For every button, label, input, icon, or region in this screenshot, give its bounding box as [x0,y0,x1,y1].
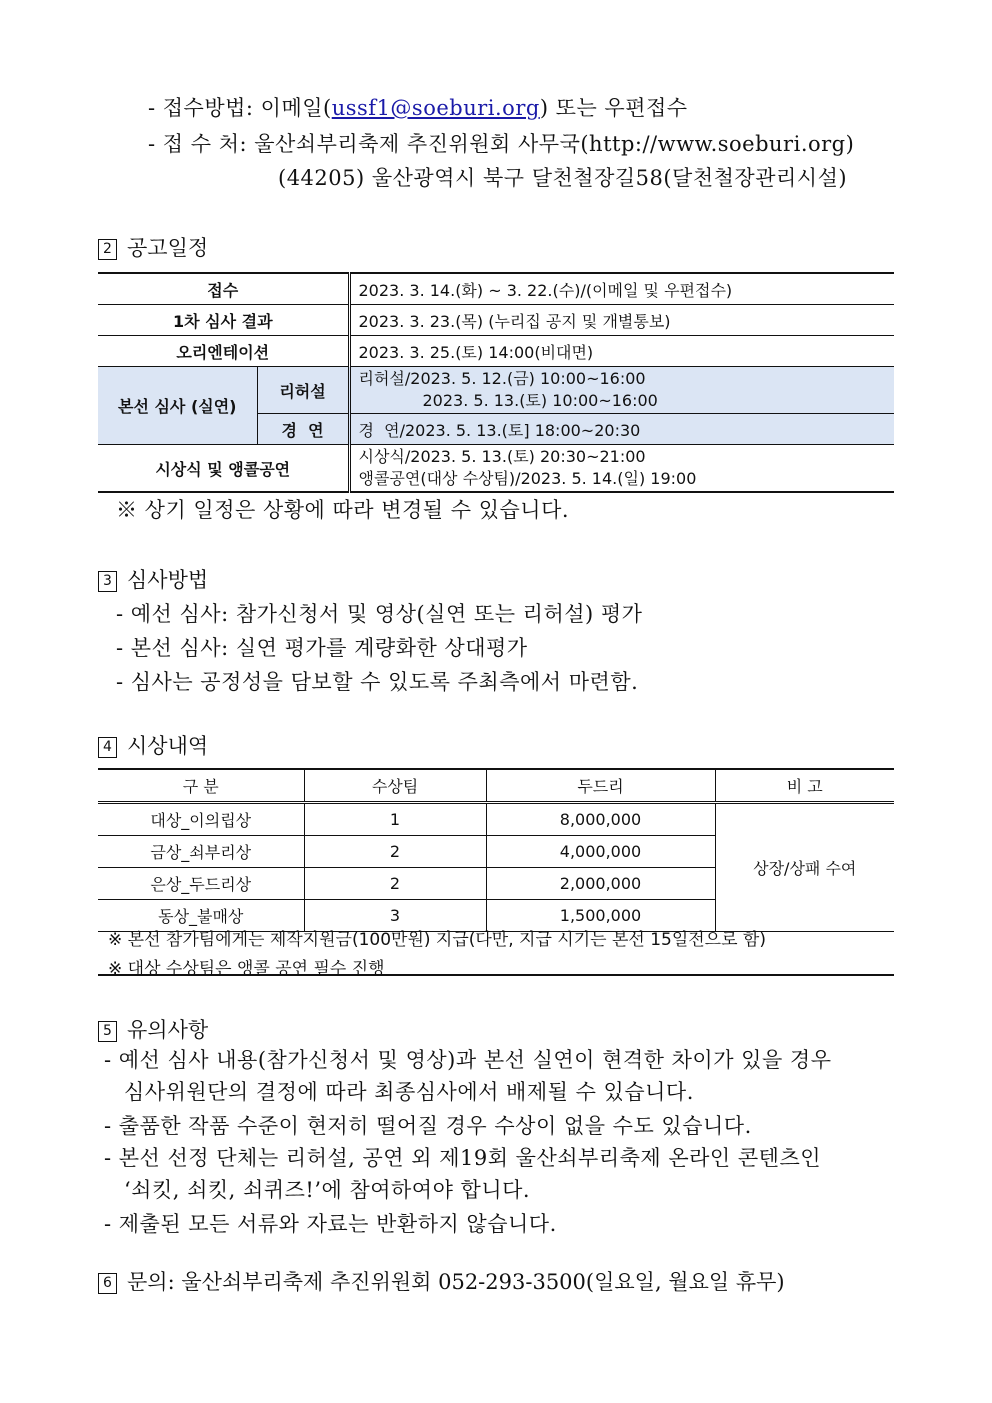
section-number-box: 2 [98,239,117,260]
caution-line: - 예선 심사 내용(참가신청서 및 영상)과 본선 실연이 현격한 차이가 있을 경우 [104,1048,832,1072]
section-number-box: 4 [98,737,117,758]
schedule-orientation-value: 2023. 3. 25.(토) 14:00(비대면) [358,342,594,362]
awards-notes-bottom-rule [98,974,894,976]
submission-address-line: (44205) 울산광역시 북구 달천철장길58(달천철장관리시설) [278,166,848,190]
section-number-box: 5 [98,1021,117,1042]
submission-method-suffix: ) 또는 우편접수 [539,96,688,120]
award-amount: 8,000,000 [486,803,715,836]
schedule-note: ※ 상기 일정은 상황에 따라 변경될 수 있습니다. [116,498,570,522]
award-name: 금상_쇠부리상 [98,836,304,868]
award-ceremony-time: 시상식/2023. 5. 13.(토) 20:30~21:00 [358,447,646,466]
section-cautions-heading [98,1014,208,1044]
section-method-heading [98,564,208,594]
award-teams: 3 [304,900,486,932]
rehearsal-day-1: 리허설/2023. 5. 12.(금) 10:00~16:00 [358,369,646,388]
award-teams: 2 [304,836,486,868]
submission-place-line: - 접 수 처: 울산쇠부리축제 추진위원회 사무국(http://www.soeburi.org) [148,132,855,156]
awards-header-category: 구 분 [98,769,304,803]
award-name: 은상_두드리상 [98,868,304,900]
method-item: - 본선 심사: 실연 평가를 계량화한 상대평가 [116,636,528,660]
award-name: 동상_불매상 [98,900,304,932]
award-amount: 4,000,000 [486,836,715,868]
schedule-contest-value: 경 연/2023. 5. 13.(토] 18:00~20:30 [349,414,894,445]
award-amount: 1,500,000 [486,900,715,932]
schedule-rehearsal-label: 리허설 [257,367,349,414]
section-schedule-heading [98,232,208,262]
awards-header-amount: 두드리 [486,769,715,803]
award-teams: 2 [304,868,486,900]
award-teams: 1 [304,803,486,836]
caution-line: 심사위원단의 결정에 따라 최종심사에서 배제될 수 있습니다. [124,1080,694,1104]
caution-line: ‘쇠킷, 쇠킷, 쇠퀴즈!’에 참여하여야 합니다. [124,1178,531,1202]
schedule-award-value [349,445,894,493]
schedule-table [98,272,894,493]
submission-method-prefix: - 접수방법: 이메일( [148,96,332,120]
schedule-award-label: 시상식 및 앵콜공연 [98,445,349,493]
table-row [98,803,894,836]
awards-header-remark: 비 고 [715,769,894,803]
award-amount: 2,000,000 [486,868,715,900]
email-link[interactable]: ussf1@soeburi.org [331,96,540,120]
encore-performance-time: 앵콜공연(대상 수상팀)/2023. 5. 14.(일) 19:00 [358,469,697,488]
method-item: - 심사는 공정성을 담보할 수 있도록 주최측에서 마련함. [116,670,639,694]
awards-note: ※ 본선 참가팀에게는 제작지원금(100만원) 지급(다만, 지급 시기는 본선 15일전으로 함) [108,930,766,950]
section-awards-heading [98,730,208,760]
schedule-orientation-label: 오리엔테이션 [98,336,349,367]
schedule-rehearsal-value [349,367,894,414]
rehearsal-day-2: 2023. 5. 13.(토) 10:00~16:00 [422,391,658,410]
section-title: 시상내역 [127,734,209,758]
schedule-first-result-label: 1차 심사 결과 [98,305,349,336]
schedule-final-label: 본선 심사 (실연) [98,367,257,445]
method-item: - 예선 심사: 참가신청서 및 영상(실연 또는 리허설) 평가 [116,602,643,626]
contact-line [98,1266,785,1296]
caution-line: - 출품한 작품 수준이 현저히 떨어질 경우 수상이 없을 수도 있습니다. [104,1114,752,1138]
schedule-first-result-value: 2023. 3. 23.(목) (누리집 공지 및 개별통보) [358,311,671,331]
award-name: 대상_이의립상 [98,803,304,836]
contact-text: 문의: 울산쇠부리축제 추진위원회 052-293-3500(일요일, 월요일 휴무) [127,1270,785,1294]
submission-method-line [148,92,688,122]
section-number-box: 3 [98,571,117,592]
schedule-contest-label: 경 연 [257,414,349,445]
awards-note: ※ 대상 수상팀은 앵콜 공연 필수 진행 [108,959,385,979]
schedule-reception-value: 2023. 3. 14.(화) ~ 3. 22.(수)/(이메일 및 우편접수) [358,280,733,300]
section-title: 심사방법 [127,568,209,592]
caution-line: - 제출된 모든 서류와 자료는 반환하지 않습니다. [104,1212,557,1236]
awards-table [98,768,894,932]
section-title: 유의사항 [127,1018,209,1042]
caution-line: - 본선 선정 단체는 리허설, 공연 외 제19회 울산쇠부리축제 온라인 콘텐츠인 [104,1146,822,1170]
section-number-box: 6 [98,1273,117,1294]
awards-header-teams: 수상팀 [304,769,486,803]
schedule-reception-label: 접수 [98,273,349,305]
section-title: 공고일정 [127,236,209,260]
award-remark: 상장/상패 수여 [753,859,857,878]
